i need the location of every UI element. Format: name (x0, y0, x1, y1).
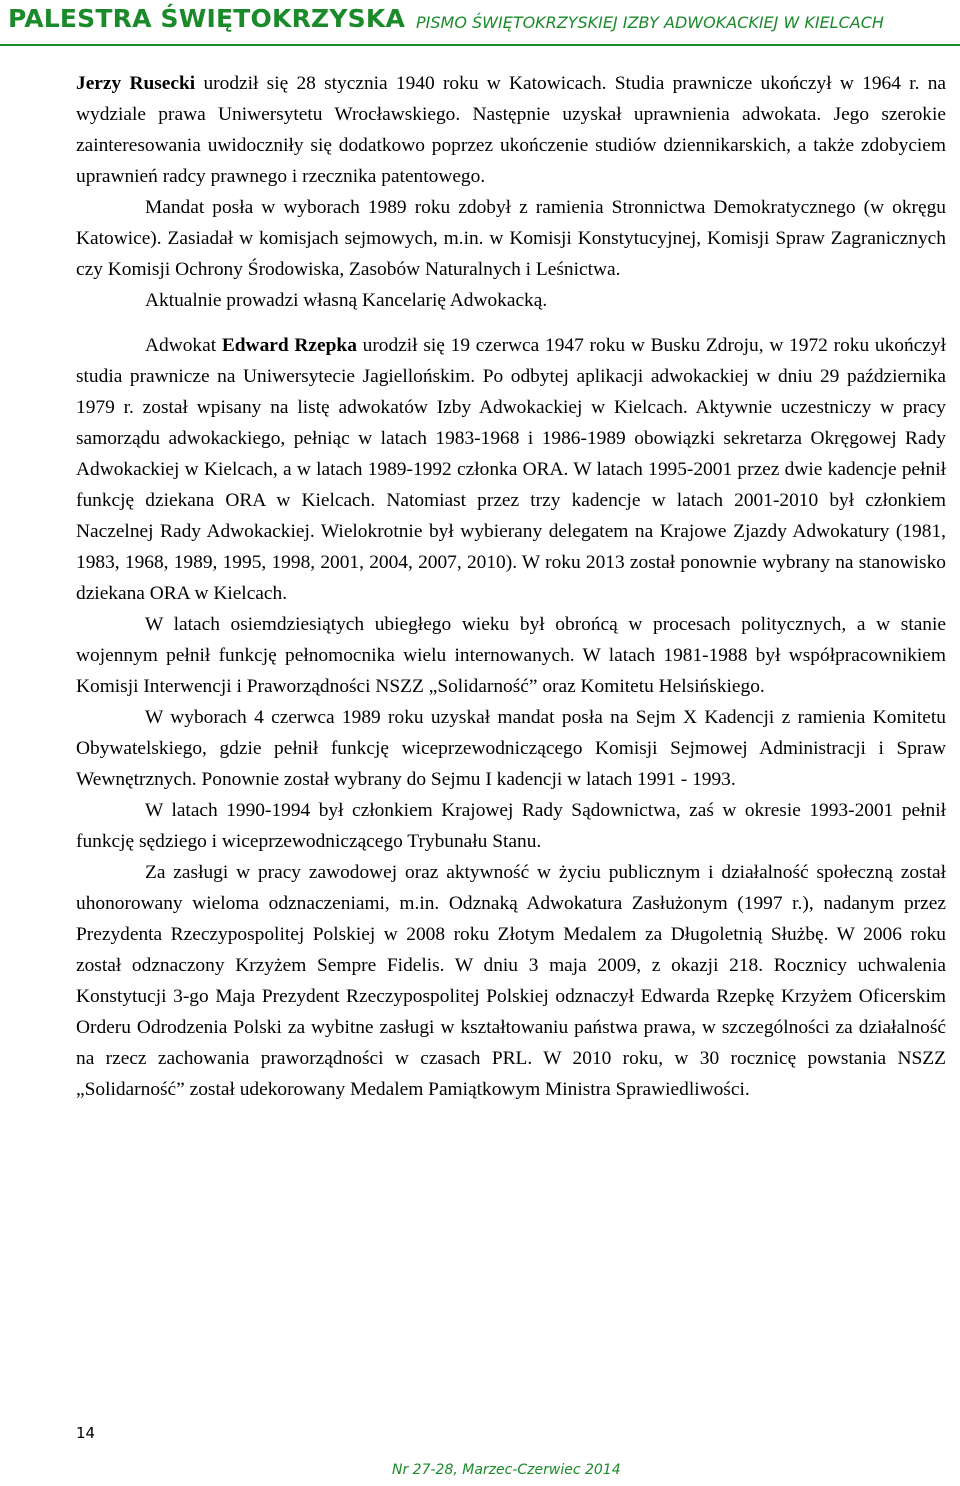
paragraph-rzepka-elections: W wyborach 4 czerwca 1989 roku uzyskał mandat posła na Sejm X Kadencji z ramienia Komitetu Obywatelskiego, gdzie pełnił funkcję wiceprzewodniczącego Komisji Sejmowej Administracji i Spraw Wewnętrznych. Ponownie został wybrany do Sejmu I kadencji w latach 1991 - 1993. (76, 707, 946, 790)
paragraph-rzepka-political: W latach osiemdziesiątych ubiegłego wieku był obrońcą w procesach politycznych, a w stanie wojennym pełnił funkcję pełnomocnika wielu internowanych. W latach 1981-1988 był współpracownikiem Komisji Interwencji i Praworządności NSZZ „Solidarność” oraz Komitetu Helsińskiego. (76, 614, 946, 697)
paragraph-text: urodził się 28 stycznia 1940 roku w Katowicach. Studia prawnicze ukończył w 1964 r. na wydziale prawa Uniwersytetu Wrocławskiego. Następnie uzyskał uprawnienia adwokata. Jego szerokie zainteresowania uwidoczniły się dodatkowo poprzez ukończenie studiów dziennikarskich, a także zdobyciem uprawnień radcy prawnego i rzecznika patentowego. (76, 73, 946, 187)
paragraph-rzepka-bio (76, 330, 946, 609)
magazine-title: PALESTRA ŚWIĘTOKRZYSKA (8, 4, 405, 33)
person-name-rzepka: Edward Rzepka (221, 335, 357, 356)
magazine-subtitle: PISMO ŚWIĘTOKRZYSKIEJ IZBY ADWOKACKIEJ W KIELCACH (416, 13, 884, 32)
paragraph-rusecki-mandate: Mandat posła w wyborach 1989 roku zdobył z ramienia Stronnictwa Demokratycznego (w okręgu Katowice). Zasiadał w komisjach sejmowych, m.in. w Komisji Konstytucyjnej, Komisji Spraw Zagranicznych czy Komisji Ochrony Środowiska, Zasobów Naturalnych i Leśnictwa. (76, 197, 946, 280)
issue-label: Nr 27-28, Marzec-Czerwiec 2014 (392, 1462, 621, 1478)
header-divider (0, 44, 960, 46)
page-header (0, 0, 960, 48)
paragraph-rzepka-honors: Za zasługi w pracy zawodowej oraz aktywność w życiu publicznym i działalność społeczną został uhonorowany wieloma odznaczeniami, m.in. Odznaką Adwokatura Zasłużonym (1997 r.), nadanym przez Prezydenta Rzeczypospolitej Polskiej w 2008 roku Złotym Medalem za Długoletnią Służbę. W 2006 roku został odznaczony Krzyżem Sempre Fidelis. W dniu 3 maja 2009, z okazji 218. Rocznicy uchwalenia Konstytucji 3-go Maja Prezydent Rzeczypospolitej Polskiej odznaczył Edwarda Rzepkę Krzyżem Oficerskim Orderu Odrodzenia Polski za wybitne zasługi w kształtowaniu państwa prawa, w szczególności za działalność na rzecz zachowania praworządności w czasach PRL. W 2010 roku, w 30 rocznicę powstania NSZZ „Solidarność” został udekorowany Medalem Pamiątkowym Ministra Sprawiedliwości. (76, 862, 946, 1100)
article-body (76, 68, 946, 1105)
page-number: 14 (76, 1424, 96, 1442)
person-name-rusecki: Jerzy Rusecki (76, 73, 196, 94)
paragraph-rusecki-bio (76, 68, 946, 192)
paragraph-text: urodził się 19 czerwca 1947 roku w Busku Zdroju, w 1972 roku ukończył studia prawnicze na Uniwersytecie Jagiellońskim. Po odbytej aplikacji adwokackiej w dniu 29 października 1979 r. został wpisany na listę adwokatów Izby Adwokackiej w Kielcach. Aktywnie uczestniczy w pracy samorządu adwokackiego, pełniąc w latach 1983-1968 i 1986-1989 obowiązki sekretarza Okręgowej Rady Adwokackiej w Kielcach, a w latach 1989-1992 członka ORA. W latach 1995-2001 przez dwie kadencje pełnił funkcję dziekana ORA w Kielcach. Natomiast przez trzy kadencje w latach 2001-2010 był członkiem Naczelnej Rady Adwokackiej. Wielokrotnie był wybierany delegatem na Krajowe Zjazdy Adwokatury (1981, 1983, 1968, 1989, 1995, 1998, 2001, 2004, 2007, 2010). W roku 2013 został ponownie wybrany na stanowisko dziekana ORA w Kielcach. (76, 335, 946, 604)
paragraph-rzepka-judiciary: W latach 1990-1994 był członkiem Krajowej Rady Sądownictwa, zaś w okresie 1993-2001 pełnił funkcję sędziego i wiceprzewodniczącego Trybunału Stanu. (76, 800, 946, 852)
paragraph-rusecki-current: Aktualnie prowadzi własną Kancelarię Adwokacką. (145, 290, 548, 311)
paragraph-prefix: Adwokat (145, 335, 222, 356)
